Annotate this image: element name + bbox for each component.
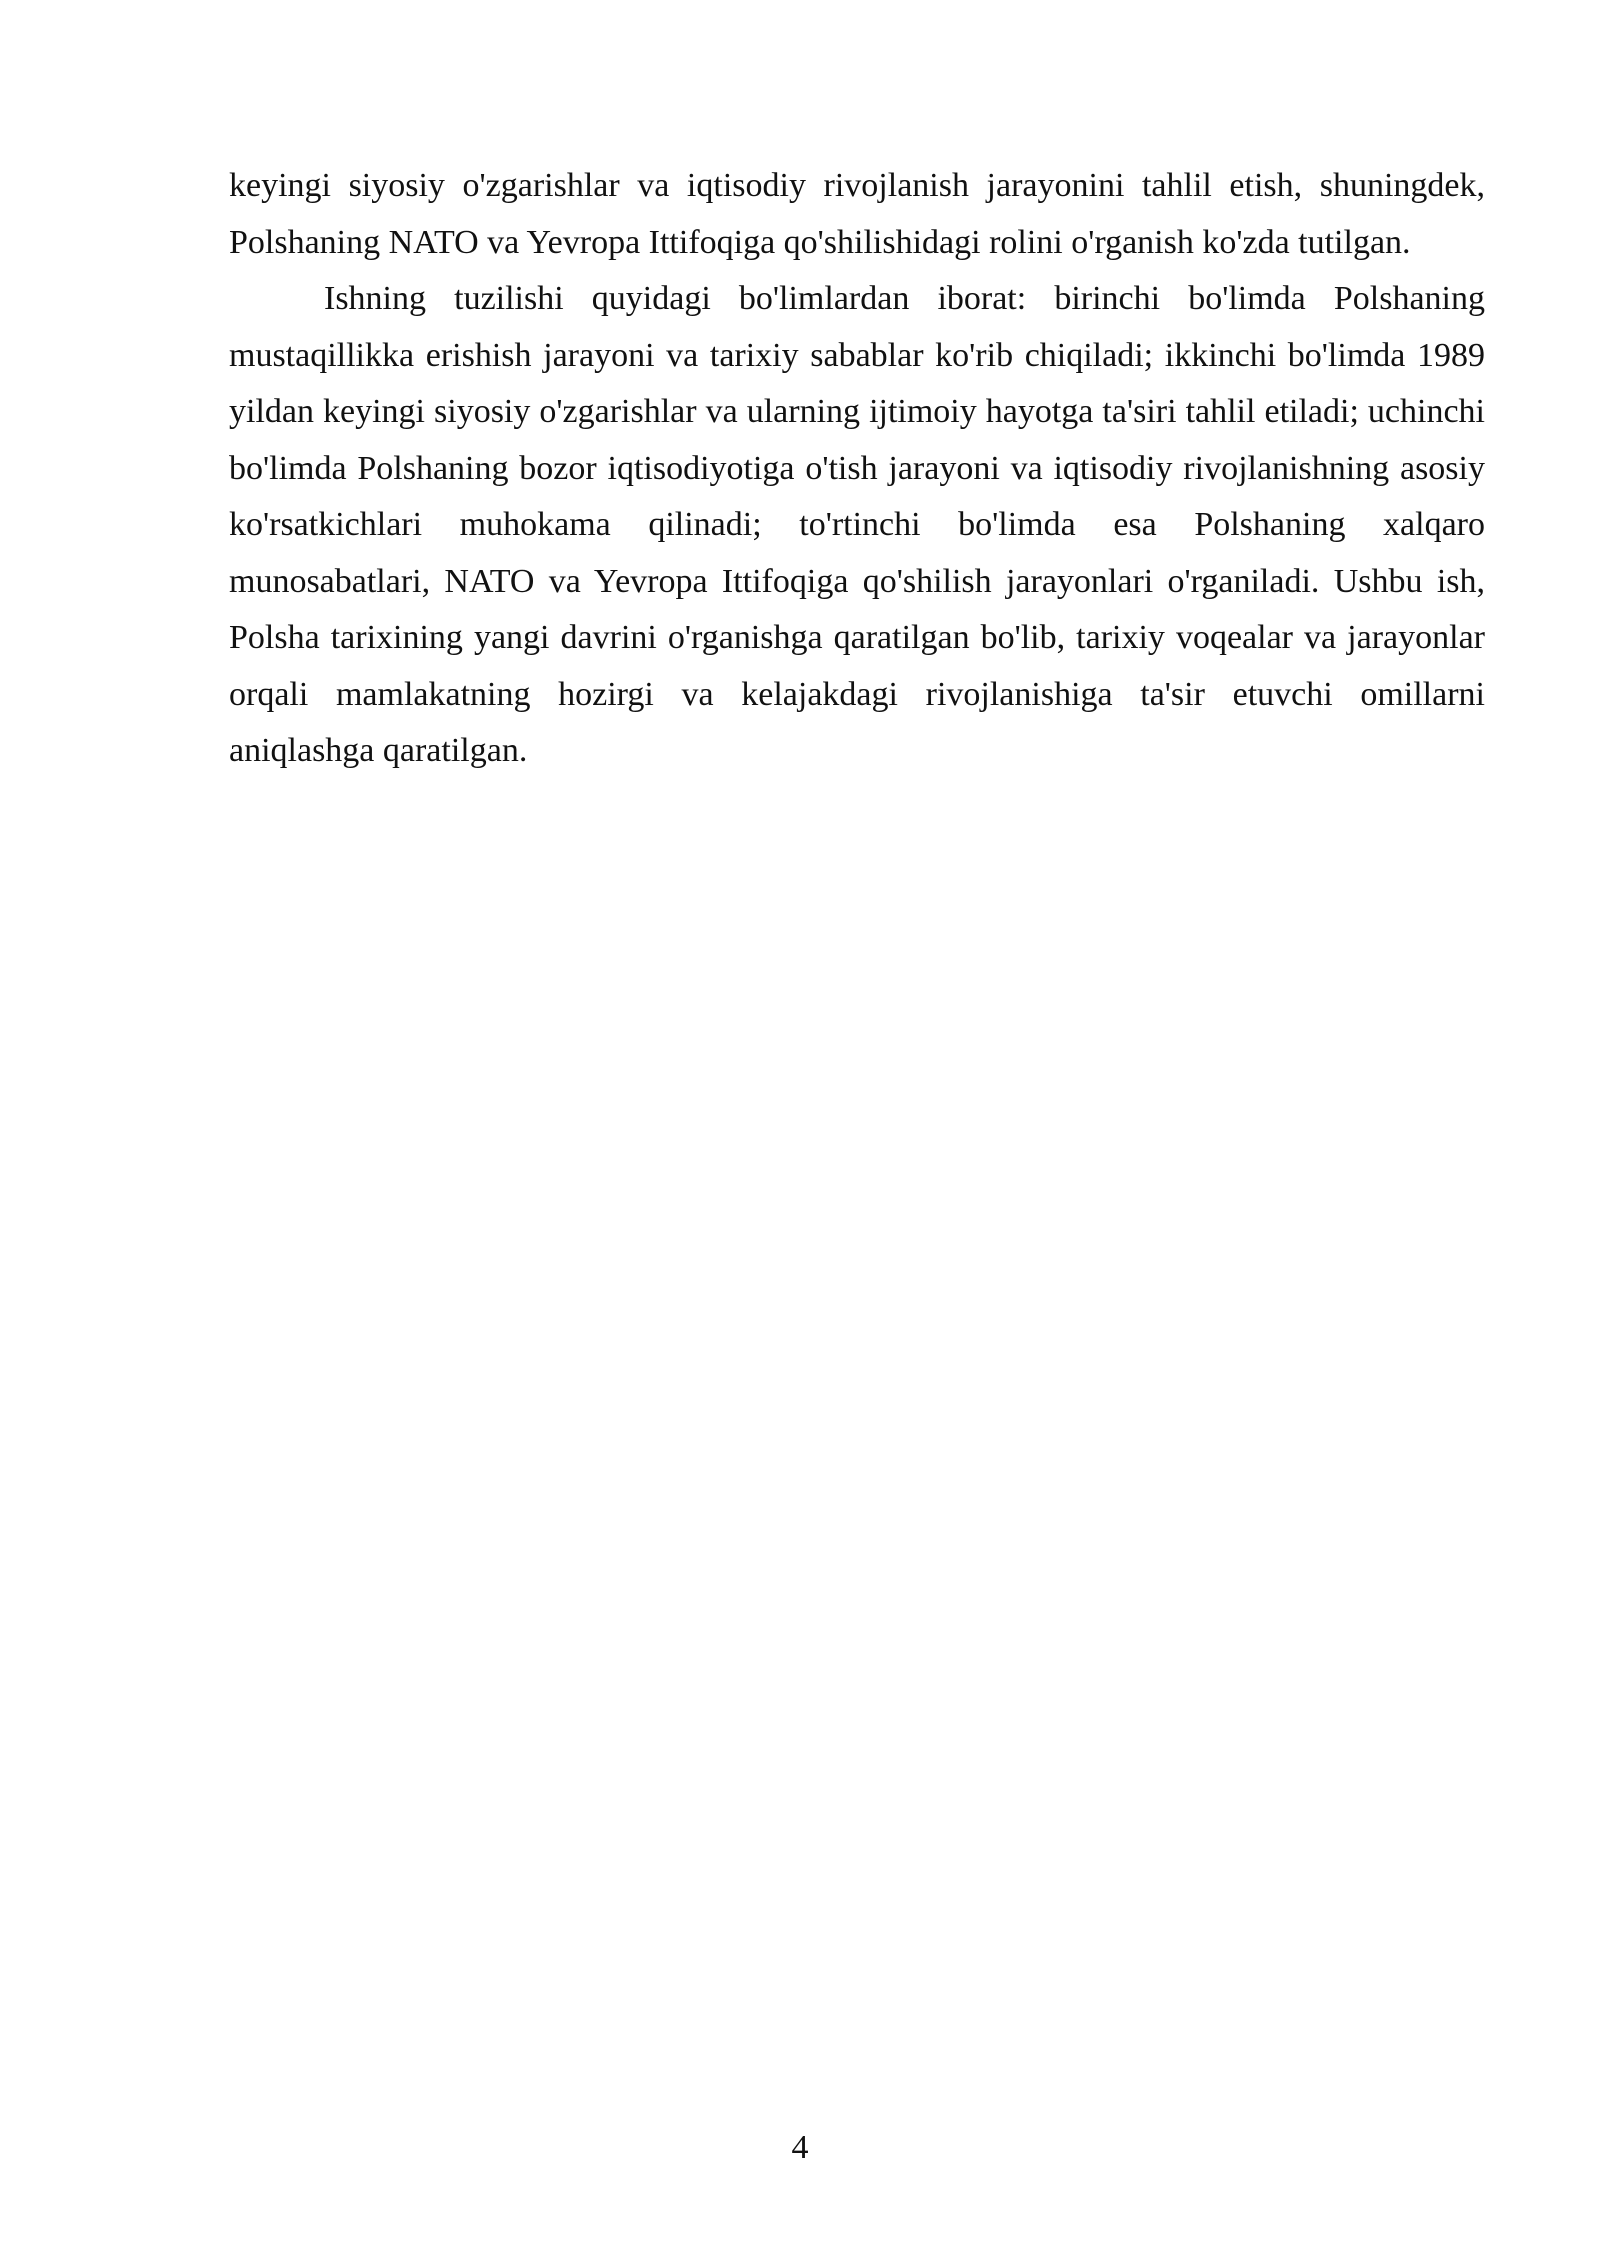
paragraph-structure: Ishning tuzilishi quyidagi bo'limlardan iborat: birinchi bo'limda Polshaning mustaqillikka erishish jarayoni va tarixiy sabablar ko'rib chiqiladi; ikkinchi bo'limda 1989 yildan keyingi siyosiy o'zgarishlar va ularning ijtimoiy hayotga ta'siri tahlil etiladi; uchinchi bo'limda Polshaning bozor iqtisodiyotiga o'tish jarayoni va iqtisodiy rivojlanishning asosiy ko'rsatkichlari muhokama qilinadi; to'rtinchi bo'limda esa Polshaning xalqaro munosabatlari, NATO va Yevropa Ittifoqiga qo'shilish jarayonlari o'rganiladi. Ushbu ish, Polsha tarixining yangi davrini o'rganishga qaratilgan bo'lib, tarixiy voqealar va jarayonlar orqali mamlakatning hozirgi va kelajakdagi rivojlanishiga ta'sir etuvchi omillarni aniqlashga qaratilgan.: [229, 280, 1485, 769]
page-number: 4: [791, 2129, 809, 2166]
paragraph-continuation: keyingi siyosiy o'zgarishlar va iqtisodiy rivojlanish jarayonini tahlil etish, shuningdek, Polshaning NATO va Yevropa Ittifoqiga qo'shilishidagi rolini o'rganish ko'zda tutilgan.: [229, 167, 1485, 261]
body-text: [229, 158, 1485, 780]
